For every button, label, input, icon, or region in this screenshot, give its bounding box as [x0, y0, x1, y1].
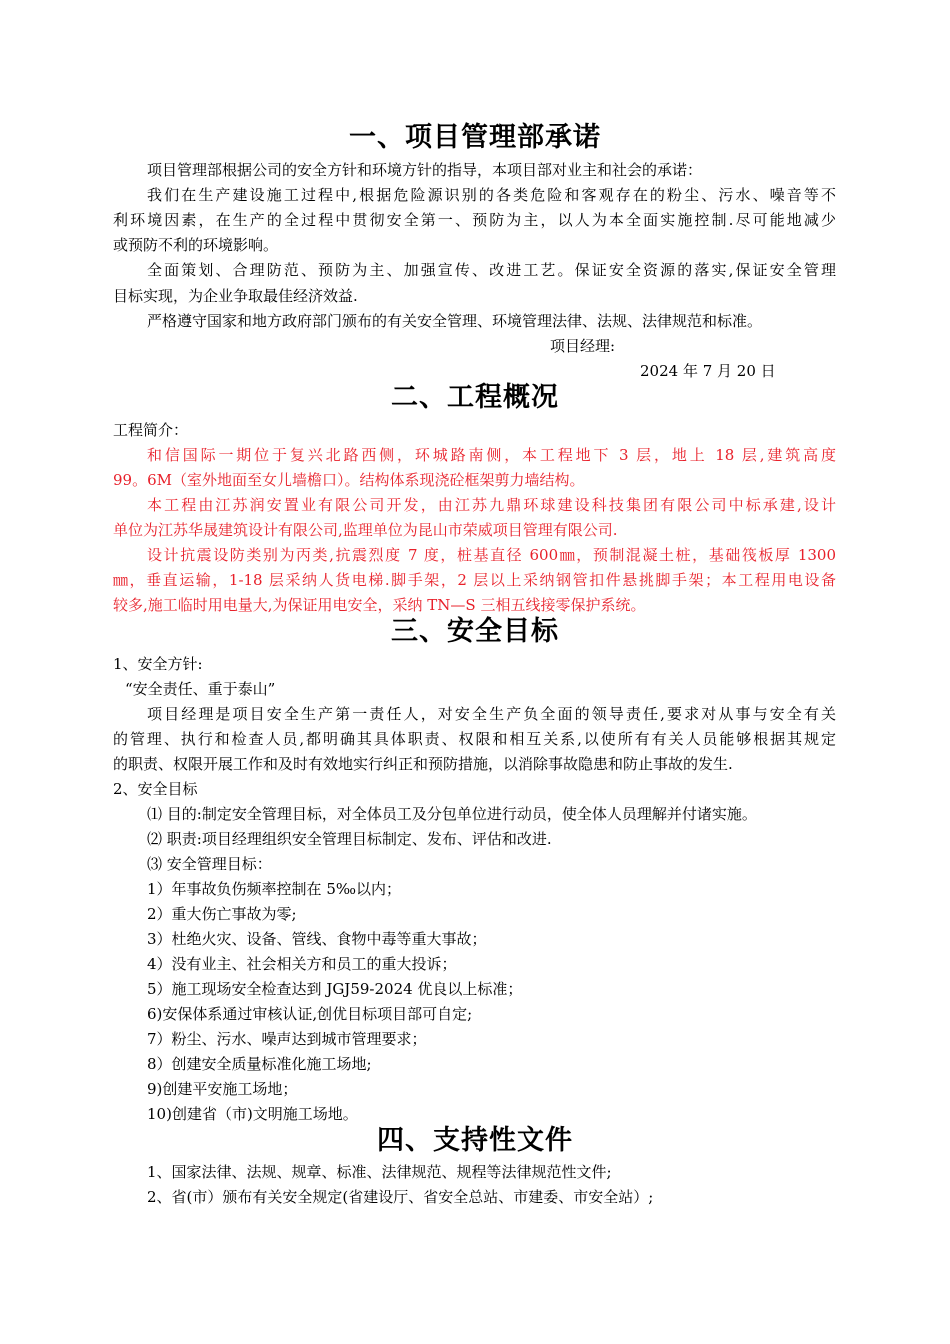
project-description-line: 设计抗震设防类别为丙类,抗震烈度 7 度，桩基直径 600㎜，预制混凝土桩，基础筏板厚 1300	[147, 546, 836, 564]
safety-policy-line: 的管理、执行和检查人员,都明确其具体职责、权限和相互关系,以使所有有关人员能够根据其规定	[113, 730, 836, 748]
safety-target-item: 2）重大伤亡事故为零;	[147, 905, 297, 923]
manager-signature-label: 项目经理:	[550, 337, 616, 355]
project-description-line: 99。6M（室外地面至女儿墙檐口）。结构体系现浇砼框架剪力墙结构。	[113, 471, 585, 489]
section1-paragraph-line: 或预防不利的环境影响。	[113, 236, 279, 254]
safety-target-item: 8）创建安全质量标准化施工场地;	[147, 1055, 372, 1073]
safety-target-item: ⑴ 目的:制定安全管理目标，对全体员工及分包单位进行动员，使全体人员理解并付诸实施。	[147, 805, 757, 823]
safety-policy-heading: 1、安全方针:	[113, 655, 203, 673]
safety-policy-line: 项目经理是项目安全生产第一责任人，对安全生产负全面的领导责任,要求对从事与安全有关	[147, 705, 836, 723]
section4-title: 四、支持性文件	[377, 1125, 573, 1156]
project-description-line: 本工程由江苏润安置业有限公司开发，由江苏九鼎环球建设科技集团有限公司中标承建,设计	[147, 496, 836, 514]
safety-policy-line: 的职责、权限开展工作和及时有效地实行纠正和预防措施，以消除事故隐患和防止事故的发生.	[113, 755, 733, 773]
safety-target-item: 9)创建平安施工场地；	[147, 1080, 298, 1098]
project-description-line: 和信国际一期位于复兴北路西侧，环城路南侧，本工程地下 3 层，地上 18 层,建筑高度	[147, 446, 836, 464]
safety-target-heading: 2、安全目标	[113, 780, 198, 798]
commitment-date: 2024 年 7 月 20 日	[640, 362, 776, 380]
supporting-document-item: 1、国家法律、法规、规章、标准、法律规范、规程等法律规范性文件;	[147, 1163, 612, 1181]
project-description-line: 单位为江苏华晟建筑设计有限公司,监理单位为昆山市荣威项目管理有限公司.	[113, 521, 618, 539]
safety-target-item: ⑶ 安全管理目标：	[147, 855, 272, 873]
section1-paragraph-line: 严格遵守国家和地方政府部门颁布的有关安全管理、环境管理法律、法规、法律规范和标准。	[147, 312, 763, 330]
safety-target-item: 7）粉尘、污水、噪声达到城市管理要求；	[147, 1030, 427, 1048]
safety-target-item: 1）年事故负伤频率控制在 5‰以内；	[147, 880, 401, 898]
section1-paragraph-line: 项目管理部根据公司的安全方针和环境方针的指导，本项目部对业主和社会的承诺：	[147, 161, 703, 179]
project-description-line: ㎜，垂直运输，1-18 层采纳人货电梯.脚手架，2 层以上采纳钢管扣件悬挑脚手架；本工程用电设备	[113, 571, 836, 589]
safety-target-item: ⑵ 职责:项目经理组织安全管理目标制定、发布、评估和改进.	[147, 830, 552, 848]
section1-paragraph-line: 利环境因素，在生产的全过程中贯彻安全第一、预防为主，以人为本全面实施控制.尽可能地减少	[113, 211, 836, 229]
safety-target-item: 10)创建省（市)文明施工场地。	[147, 1105, 358, 1123]
section1-title: 一、项目管理部承诺	[349, 122, 601, 153]
project-intro-label: 工程简介：	[113, 421, 189, 439]
section1-paragraph-line: 我们在生产建设施工过程中,根据危险源识别的各类危险和客观存在的粉尘、污水、噪音等不	[147, 186, 836, 204]
safety-target-item: 3）杜绝火灾、设备、管线、食物中毒等重大事故；	[147, 930, 487, 948]
safety-target-item: 5）施工现场安全检查达到 JGJ59-2024 优良以上标准；	[147, 980, 523, 998]
supporting-document-item: 2、省(市）颁布有关安全规定(省建设厅、省安全总站、市建委、市安全站）;	[147, 1188, 654, 1206]
section1-paragraph-line: 全面策划、合理防范、预防为主、加强宣传、改进工艺。保证安全资源的落实,保证安全管理	[147, 261, 836, 279]
project-description-line: 较多,施工临时用电量大,为保证用电安全，采纳 TN—S 三相五线接零保护系统。	[113, 596, 646, 614]
safety-target-item: 6)安保体系通过审核认证,创优目标项目部可自定;	[147, 1005, 473, 1023]
section1-paragraph-line: 目标实现，为企业争取最佳经济效益.	[113, 287, 358, 305]
section2-title: 二、工程概况	[391, 382, 559, 413]
safety-target-item: 4）没有业主、社会相关方和员工的重大投诉；	[147, 955, 457, 973]
section3-title: 三、安全目标	[391, 616, 559, 647]
safety-slogan: “安全责任、重于泰山”	[125, 680, 276, 698]
